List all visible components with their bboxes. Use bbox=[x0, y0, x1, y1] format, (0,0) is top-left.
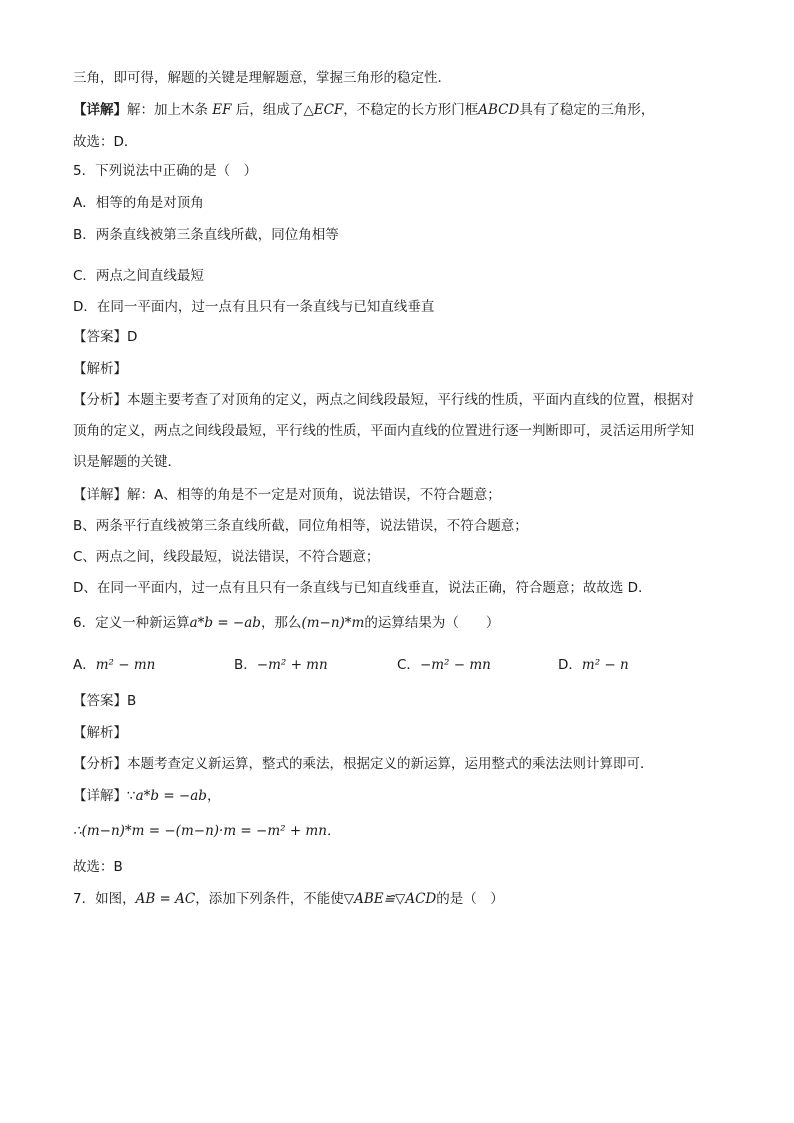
math-expr: −m² + mn bbox=[256, 657, 328, 673]
analysis-text: 【分析】本题主要考查了对顶角的定义，两点之间线段最短，平行线的性质，平面内直线的位置，根据对 bbox=[73, 392, 694, 408]
question-7-stem bbox=[73, 890, 504, 908]
text-span: ，那么 bbox=[260, 615, 302, 631]
text-span: 后，组成了 bbox=[235, 102, 304, 118]
text-span: 解：加上木条 bbox=[127, 102, 208, 118]
text-span: 具有了稳定的三角形， bbox=[519, 102, 655, 118]
detail-tag: 【详解】 bbox=[73, 102, 127, 118]
math-expr: (m−n)*m bbox=[301, 615, 365, 631]
math-expr: EF bbox=[212, 102, 232, 118]
text-span: 7．如图， bbox=[73, 891, 136, 907]
text-span: 【详解】∵ bbox=[73, 788, 136, 804]
question-6-stem bbox=[73, 614, 499, 632]
option-label: C． bbox=[397, 657, 420, 673]
text-span: 的是（ ） bbox=[436, 891, 504, 907]
text-span: 的运算结果为（ ） bbox=[364, 615, 500, 631]
analysis-text: 识是解题的关键． bbox=[73, 454, 181, 470]
option-label: B． bbox=[234, 657, 257, 673]
option-c: C．两点之间直线最短 bbox=[73, 268, 204, 284]
option-c bbox=[397, 656, 491, 674]
option-d: D．在同一平面内，过一点有且只有一条直线与已知直线垂直 bbox=[73, 299, 435, 315]
text-span: ，添加下列条件，不能使 bbox=[195, 891, 344, 907]
detail-text: 【详解】解：A、相等的角是不一定是对顶角，说法错误，不符合题意； bbox=[73, 487, 501, 503]
conclusion-line: 故选：B bbox=[73, 859, 123, 875]
math-expr: △ECF bbox=[303, 102, 344, 118]
detail-line bbox=[73, 787, 220, 805]
option-b bbox=[234, 656, 328, 674]
question-5-stem: 5．下列说法中正确的是（ ） bbox=[73, 163, 258, 179]
math-expr: ▽ABE≌▽ACD bbox=[343, 891, 437, 907]
option-label: D． bbox=[558, 657, 582, 673]
conclusion-line: 故选：D． bbox=[73, 134, 138, 150]
math-expr: m² − n bbox=[581, 657, 629, 673]
detail-line bbox=[73, 101, 654, 119]
text-span: ， bbox=[206, 788, 221, 804]
analysis-heading: 【解析】 bbox=[73, 725, 127, 741]
answer-line: 【答案】B bbox=[73, 693, 137, 709]
math-expr: AB = AC bbox=[135, 891, 196, 907]
text-span: ，不稳定的长方形门框 bbox=[343, 102, 479, 118]
analysis-text: 【分析】本题考查定义新运算，整式的乘法，根据定义的新运算，运用整式的乘法法则计算即可． bbox=[73, 756, 654, 772]
option-a: A．相等的角是对顶角 bbox=[73, 195, 204, 211]
text-span: 6．定义一种新运算 bbox=[73, 615, 190, 631]
option-label: A． bbox=[73, 657, 96, 673]
math-expr: −m² − mn bbox=[419, 657, 491, 673]
option-b: B．两条直线被第三条直线所截，同位角相等 bbox=[73, 227, 339, 243]
math-expr: a*b = −ab bbox=[135, 788, 207, 804]
derivation-line: ∴(m−n)*m = −(m−n)·m = −m² + mn． bbox=[73, 823, 341, 839]
math-expr: a*b = −ab bbox=[189, 615, 261, 631]
answer-line: 【答案】D bbox=[73, 329, 138, 345]
math-expr: m² − mn bbox=[95, 657, 156, 673]
analysis-text: 顶角的定义，两点之间线段最短，平行线的性质，平面内直线的位置进行逐一判断即可，灵活运用所学知 bbox=[73, 423, 694, 439]
option-a bbox=[73, 656, 155, 674]
detail-text: D、在同一平面内，过一点有且只有一条直线与已知直线垂直，说法正确，符合题意；故故选 D． bbox=[73, 580, 652, 596]
detail-text: C、两点之间，线段最短，说法错误，不符合题意； bbox=[73, 549, 380, 565]
detail-text: B、两条平行直线被第三条直线所截，同位角相等，说法错误，不符合题意； bbox=[73, 518, 528, 534]
text-line: 三角，即可得，解题的关键是理解题意，掌握三角形的稳定性． bbox=[73, 70, 451, 86]
math-expr: ABCD bbox=[478, 102, 520, 118]
option-d bbox=[558, 656, 629, 674]
analysis-heading: 【解析】 bbox=[73, 361, 127, 377]
